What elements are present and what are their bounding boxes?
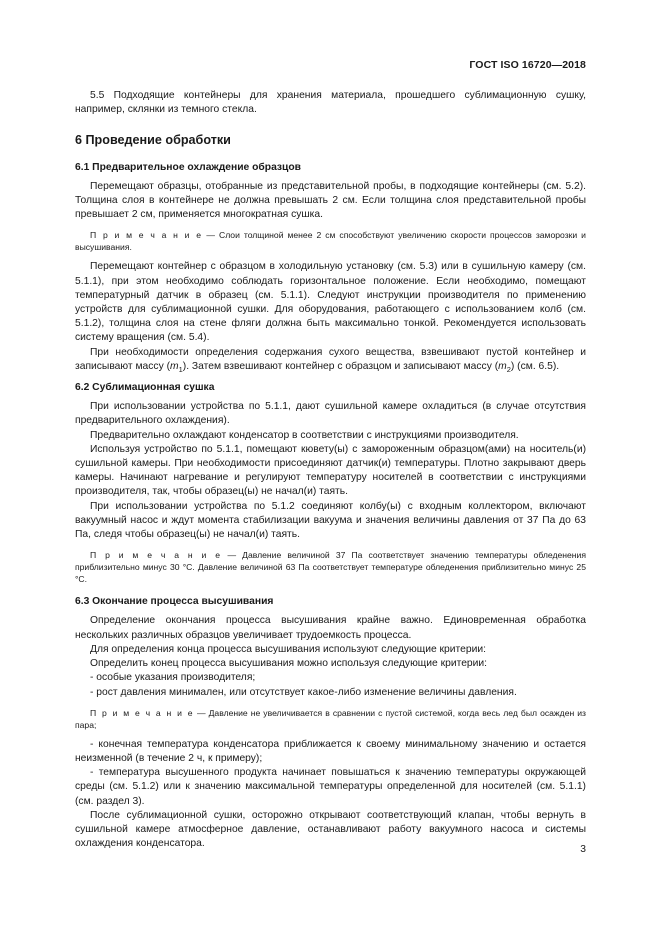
paragraph: Для определения конца процесса высушивания используют следующие критерии:	[90, 643, 486, 655]
document-standard-id: ГОСТ ISO 16720—2018	[469, 59, 586, 71]
note-text: — Слои толщиной менее 2 см способствуют увеличению скорости процессов заморозки и высушивания.	[75, 230, 586, 253]
section-6-3-heading: 6.3 Окончание процесса высушивания	[75, 596, 274, 608]
paragraph: После сублимационной сушки, осторожно открывают соответствующий клапан, чтобы вернуть в сушильной камере атмосферное давление, останавливают работу вакуумного насоса и системы охлаждения конденсатора.	[75, 809, 586, 850]
note-text: — Давление величиной 37 Па соответствует значению температуры обледенения приблизительно минус 30 °С. Давление величиной 63 Па соответствует температуре обледенения приблизительно минус 25 °С.	[75, 550, 586, 585]
paragraph: Перемещают образцы, отобранные из представительной пробы, в подходящие контейнеры (см. 5.2). Толщина слоя в контейнере не должна превышать 2 см. Если толщина слоя представительной пробы превышает 2 см, применяется многократная сушка.	[75, 180, 586, 221]
note-label: П р и м е ч а н и е	[90, 707, 194, 718]
document-body	[75, 89, 586, 851]
mass-symbol: m	[170, 360, 179, 372]
mass-symbol: m	[498, 360, 507, 372]
paragraph: Определить конец процесса высушивания можно используя следующие критерии:	[90, 658, 488, 670]
list-item: - температура высушенного продукта начинает повышаться к значению температуры окружающей среды (см. 5.1.2) или к значению максимальной температуры определенной для носителей (см. 5.1.1) (см. раздел 3).	[75, 767, 586, 807]
note-text: — Давление не увеличивается в сравнении с пустой системой, когда весь лед был осажден из пара;	[75, 707, 586, 730]
note	[75, 707, 586, 731]
note-label: П р и м е ч а н и е	[90, 230, 203, 241]
note	[75, 229, 586, 253]
section-6-2-heading: 6.2 Сублимационная сушка	[75, 382, 215, 394]
section-6-1-heading: 6.1 Предварительное охлаждение образцов	[75, 161, 301, 173]
list-item: - рост давления минимален, или отсутствует какое-либо изменение величины давления.	[90, 686, 517, 698]
paragraph: При использовании устройства по 5.1.1, дают сушильной камере охладиться (в случае отсутствия предварительного охлаждения).	[75, 401, 586, 427]
list-item: - конечная температура конденсатора приближается к своему минимальному значению и остается неизменной (в течение 2 ч, к примеру);	[75, 738, 586, 764]
section-6-heading: 6 Проведение обработки	[75, 133, 231, 148]
note	[75, 549, 586, 585]
note-label: П р и м е ч а н и е	[90, 550, 222, 561]
paragraph: Используя устройство по 5.1.1, помещают кювету(ы) с замороженным образцом(ами) на носитель(и) сушильной камеры. При необходимости присоединяют датчик(и) температуры. Плотно закрывают дверь камеры. Начинают нагревание и регулируют температуру носителей в соответствии с инструкциями производителя, так, чтобы образец(ы) не начал(и) таять.	[75, 443, 586, 498]
list-item: - особые указания производителя;	[90, 672, 256, 684]
paragraph: Определение окончания процесса высушивания крайне важно. Единовременная обработка нескольких различных образцов увеличивает трудоемкость процесса.	[75, 615, 586, 641]
paragraph: Перемещают контейнер с образцом в холодильную установку (см. 5.3) или в сушильную камеру (см. 5.1.1), при этом необходимо соблюдать горизонтальное положение. Если необходимо, помещают температурный датчик в образец (см. 5.1.1). Следуют инструкции производителя по применению устройств для сублимационной сушки. Для оборудования, работающего с использованием колб (см. 5.1.2), толщина слоя на стене фляги должна быть максимально тонкой. Рекомендуется использовать систему вращения (см. 5.4).	[75, 261, 586, 344]
page-number: 3	[580, 844, 586, 855]
paragraph: При необходимости определения содержания сухого вещества, взвешивают пустой контейнер и записывают массу $(m_1)$. Затем взвешивают контейнер с образцом и записывают массу $(m_2)$ (см. 6.5).	[75, 346, 586, 374]
paragraph: Предварительно охлаждают конденсатор в соответствии с инструкциями производителя.	[90, 429, 519, 441]
paragraph: При использовании устройства по 5.1.2 соединяют колбу(ы) с входным коллектором, включают вакуумный насос и ждут момента стабилизации вакуума и значения величины давления от 37 Па до 63 Па, следя чтобы образец(ы) не начал(и) таять.	[75, 500, 586, 541]
paragraph-5-5: 5.5 Подходящие контейнеры для хранения материала, прошедшего сублимационную сушку, например, склянки из темного стекла.	[75, 90, 586, 116]
